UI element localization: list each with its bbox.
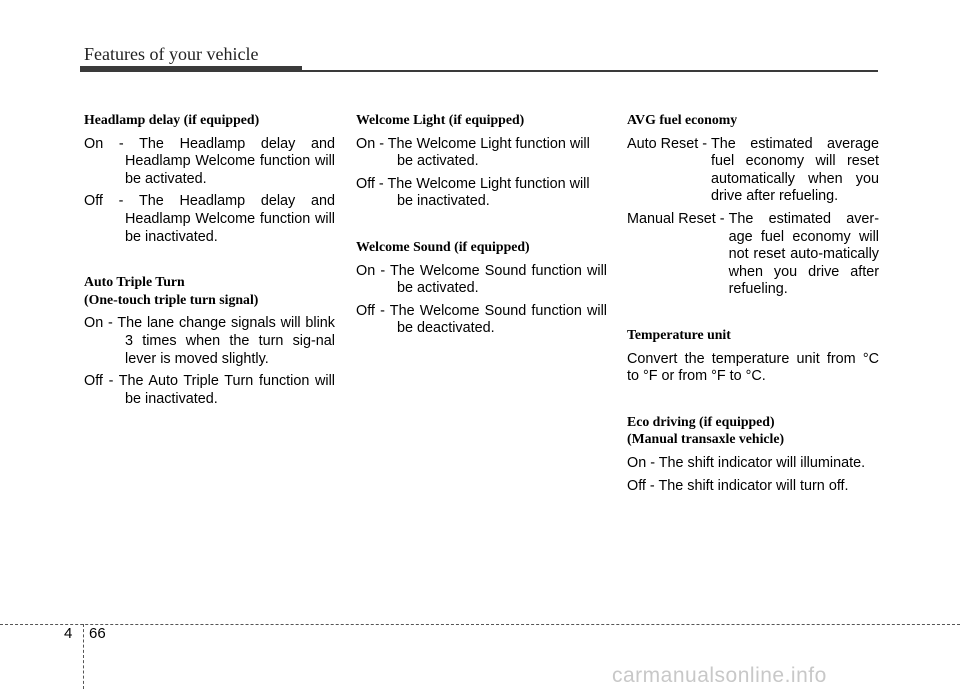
column-left bbox=[84, 111, 335, 413]
headlamp-delay-off: Off - The Headlamp delay and Headlamp Welcome function will be inactivated. bbox=[84, 193, 335, 245]
auto-triple-turn-on: On - The lane change signals will blink 3 times when the turn sig-nal lever is moved slightly. bbox=[84, 315, 335, 367]
welcome-sound-on: On - The Welcome Sound function will be activated. bbox=[356, 262, 607, 297]
header-rule-thick bbox=[80, 66, 302, 72]
section-heading-temperature-unit: Temperature unit bbox=[627, 326, 731, 342]
section-subheading-one-touch: (One-touch triple turn signal) bbox=[84, 291, 259, 307]
welcome-sound-off: Off - The Welcome Sound function will be deactivated. bbox=[356, 302, 607, 337]
watermark: carmanualsonline.info bbox=[612, 664, 827, 687]
welcome-light-off: Off - The Welcome Light function will be inactivated. bbox=[356, 175, 590, 210]
auto-triple-turn-off: Off - The Auto Triple Turn function will be inactivated. bbox=[84, 373, 335, 407]
welcome-light-on: On - The Welcome Light function will be activated. bbox=[356, 135, 590, 170]
auto-reset-label: Auto Reset - bbox=[627, 135, 707, 152]
auto-reset-item bbox=[627, 136, 879, 206]
page-number: 66 bbox=[89, 625, 106, 642]
section-heading-headlamp-delay: Headlamp delay (if equipped) bbox=[84, 112, 260, 127]
auto-reset-description: The estimated average fuel economy will reset automatically when you drive after refueling. bbox=[711, 135, 879, 205]
section-heading-auto-triple-turn: Auto Triple Turn bbox=[84, 274, 185, 290]
section-heading-avg-fuel-economy: AVG fuel economy bbox=[627, 112, 738, 127]
page-header-title: Features of your vehicle bbox=[84, 44, 259, 64]
eco-driving-on: On - The shift indicator will illuminate. bbox=[627, 454, 866, 471]
chapter-number: 4 bbox=[64, 625, 73, 642]
section-heading-welcome-light: Welcome Light (if equipped) bbox=[356, 112, 525, 127]
eco-driving-off: Off - The shift indicator will turn off. bbox=[627, 477, 849, 494]
manual-reset-item bbox=[627, 211, 879, 299]
section-subheading-manual-transaxle: (Manual transaxle vehicle) bbox=[627, 431, 785, 447]
manual-reset-description: The estimated aver-age fuel economy will not reset auto-matically when you drive after refueling. bbox=[728, 210, 879, 298]
column-middle bbox=[356, 111, 607, 343]
footer-vertical-divider bbox=[83, 624, 84, 689]
temperature-unit-text: Convert the temperature unit from °C to °F or from °F to °C. bbox=[627, 350, 879, 385]
footer-divider bbox=[0, 624, 960, 625]
column-right bbox=[627, 111, 879, 500]
header-rule-thin bbox=[300, 70, 878, 72]
headlamp-delay-on: On - The Headlamp delay and Headlamp Welcome function will be activated. bbox=[84, 135, 335, 187]
section-heading-eco-driving: Eco driving (if equipped) bbox=[627, 413, 775, 429]
manual-reset-label: Manual Reset - bbox=[627, 210, 725, 227]
section-heading-welcome-sound: Welcome Sound (if equipped) bbox=[356, 238, 530, 254]
